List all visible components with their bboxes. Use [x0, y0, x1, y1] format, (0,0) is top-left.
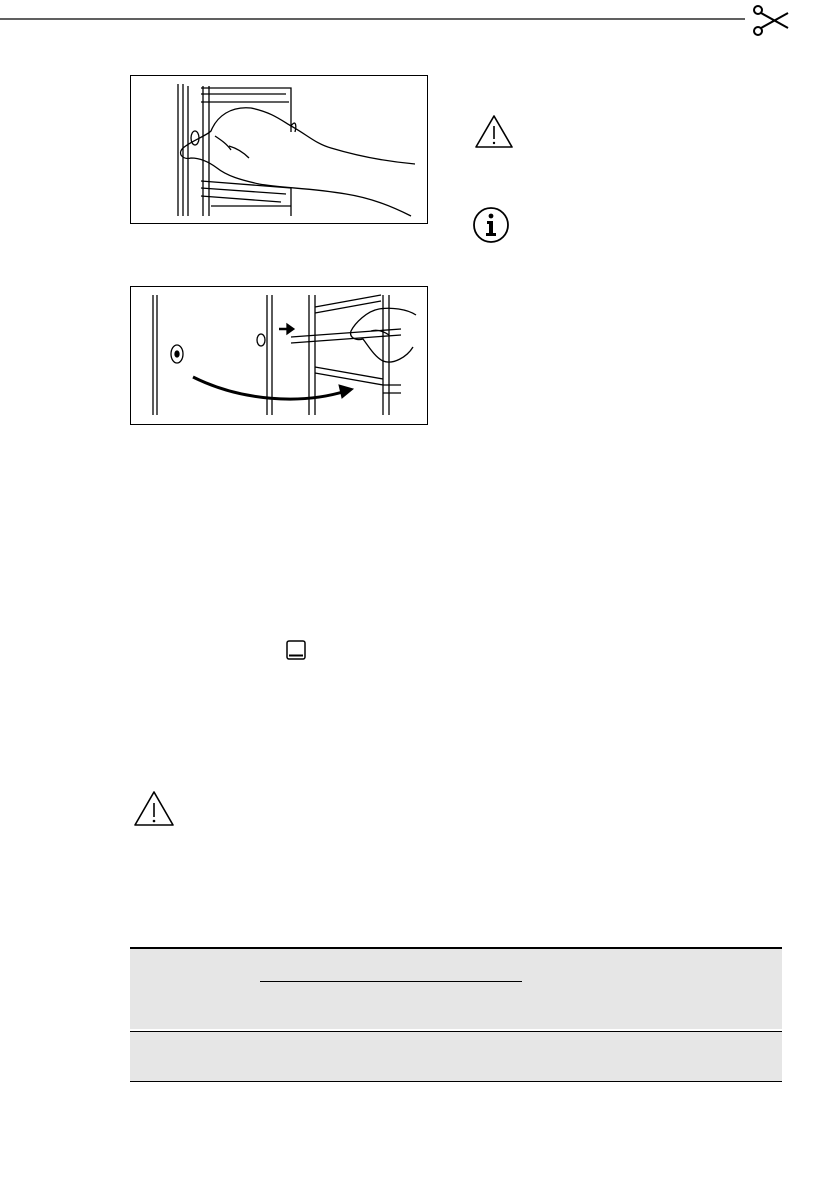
install-shelf-support-illustration	[130, 286, 428, 425]
remove-shelf-support-illustration	[130, 75, 428, 224]
warning-triangle-icon	[133, 790, 175, 828]
info-circle-icon	[472, 206, 510, 244]
data-table	[130, 947, 782, 1083]
cut-line	[0, 0, 839, 40]
oven-function-icon	[286, 640, 306, 660]
scissors-icon	[754, 6, 788, 35]
table-header-underline	[260, 981, 522, 982]
warning-triangle-icon	[474, 114, 514, 150]
table-header	[130, 947, 782, 1029]
table-row	[130, 1031, 782, 1082]
